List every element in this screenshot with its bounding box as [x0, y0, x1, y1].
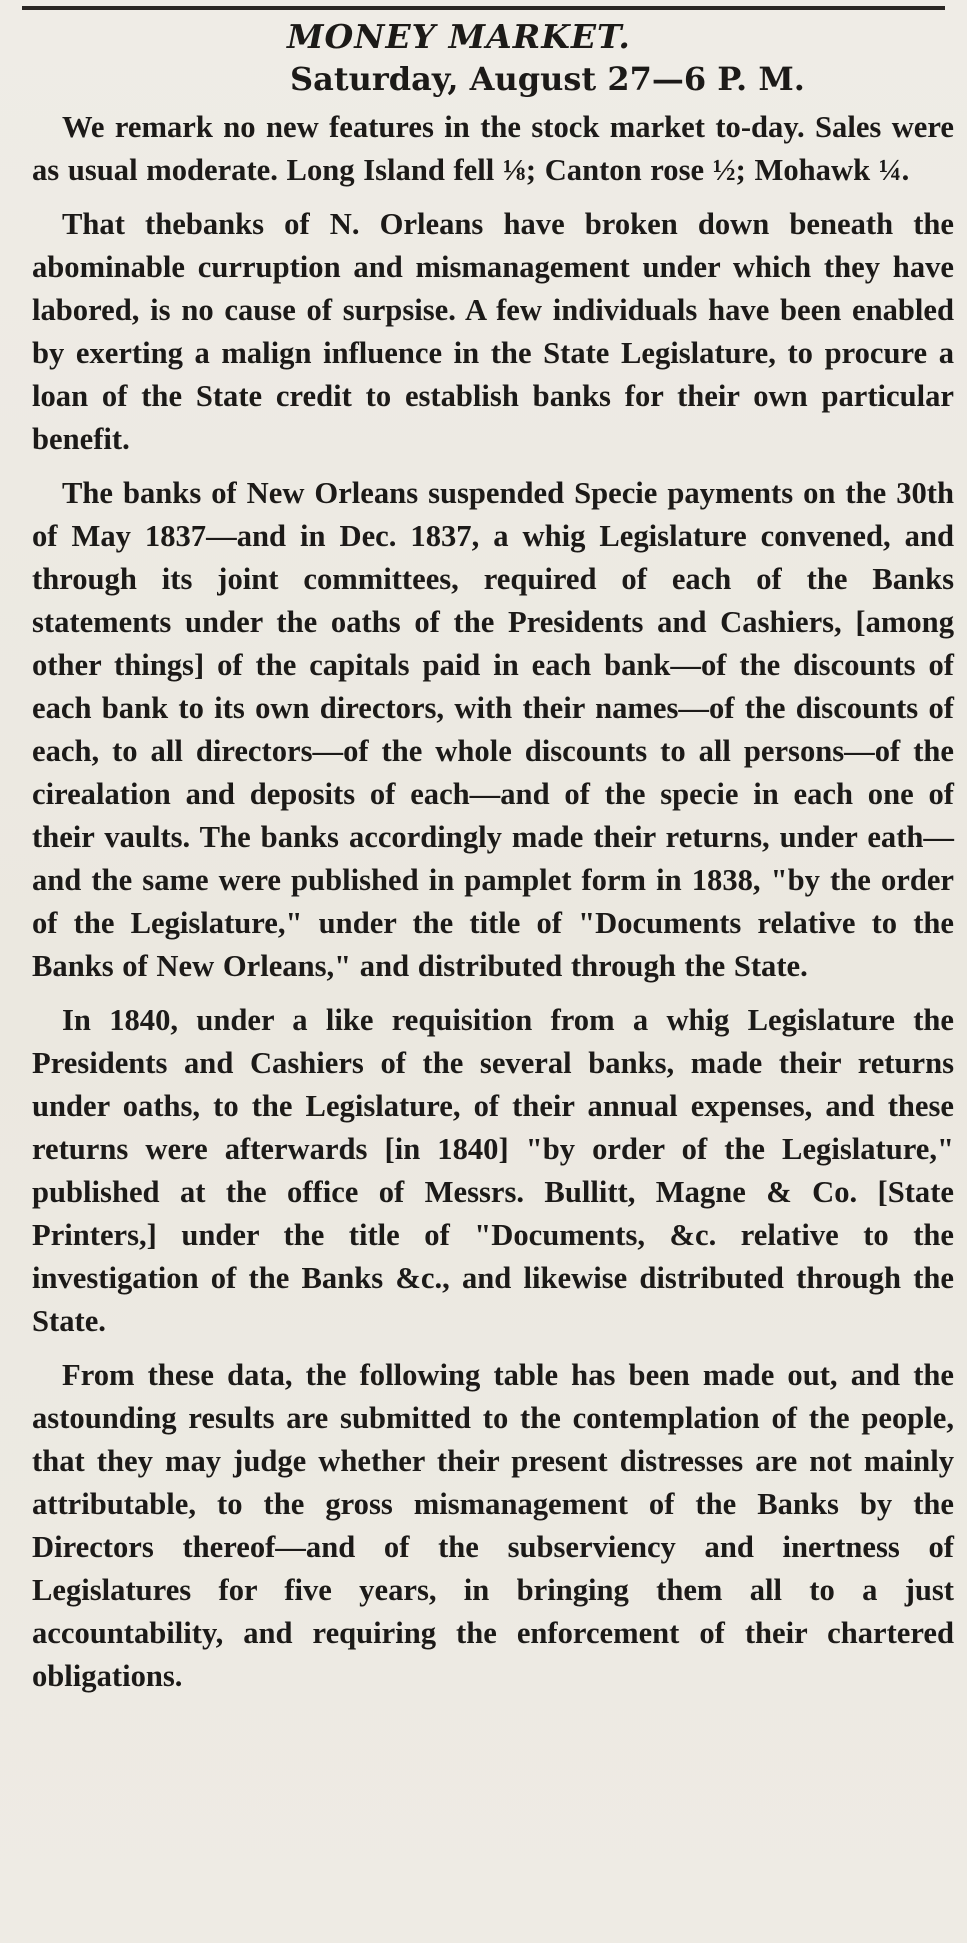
- article-paragraph: We remark no new features in the stock market to-day. Sales were as usual moderate. Long Island fell ⅛; Canton rose ½; Mohawk ¼.: [32, 110, 954, 187]
- article-paragraph: From these data, the following table has been made out, and the astounding results are submitted to the contemplation of the people, that they may judge whether their present distresses are not mainly attributable, to the gross mismanagement of the Banks by the Directors thereof—and of the subserviency and inertness of Legislatures for five years, in bringing them all to a just accountability, and requiring the enforcement of their chartered obligations.: [32, 1358, 954, 1693]
- article-headline: MONEY MARKET.: [287, 17, 631, 56]
- article-paragraph: The banks of New Orleans suspended Specie payments on the 30th of May 1837—and in Dec. 1837, a whig Legislature convened, and through its joint committees, required of each of the Banks statements under the oaths of the Presidents and Cashiers, [among other things] of the capitals paid in each bank—of the discounts of each bank to its own directors, with their names—of the discounts of each, to all directors—of the whole discounts to all persons—of the cirealation and deposits of each—and of the specie in each one of their vaults. The banks accordingly made their returns, under eath—and the same were published in pamplet form in 1838, "by the order of the Legislature," under the title of "Documents relative to the Banks of New Orleans," and distributed through the State.: [32, 476, 954, 983]
- article-paragraph: That thebanks of N. Orleans have broken down beneath the abominable curruption and mismanagement under which they have labored, is no cause of surpsise. A few individuals have been enabled by exerting a malign influence in the State Legislature, to procure a loan of the State credit to establish banks for their own particular benefit.: [32, 207, 954, 456]
- column-top-rule: [22, 6, 945, 10]
- article-column: [32, 16, 954, 1709]
- article-paragraph: In 1840, under a like requisition from a whig Legislature the Presidents and Cashiers of the several banks, made their returns under oaths, to the Legislature, of their annual expenses, and these returns were afterwards [in 1840] "by order of the Legislature," published at the office of Messrs. Bullitt, Magne & Co. [State Printers,] under the title of "Documents, &c. relative to the investigation of the Banks &c., and likewise distributed through the State.: [32, 1003, 954, 1338]
- article-dateline: Saturday, August 27—6 P. M.: [290, 60, 805, 98]
